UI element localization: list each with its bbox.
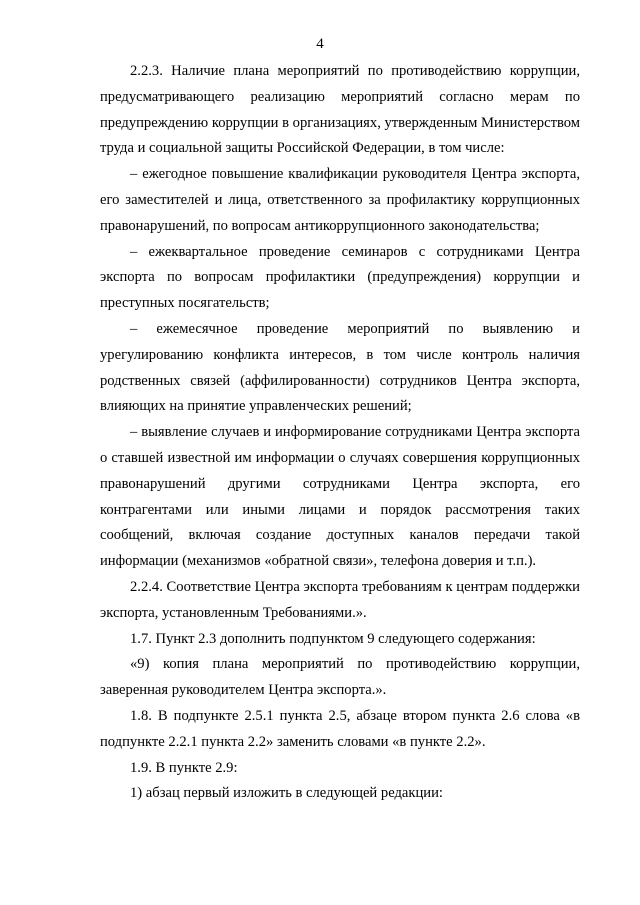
document-body — [100, 59, 580, 807]
paragraph-reporting: – выявление случаев и информирование сотрудниками Центра экспорта о ставшей известной им информации о случаях совершения коррупционных правонарушений другими сотрудниками Центра экспорта, его контрагентами или иными лицами и порядок рассмотрения таких сообщений, включая создание доступных каналов передачи такой информации (механизмов «обратной связи», телефона доверия и т.п.). — [100, 424, 580, 570]
paragraph-conflict-of-interest: – ежемесячное проведение мероприятий по выявлению и урегулированию конфликта интересов, в том числе контроль наличия родственных связей (аффилированности) сотрудников Центра экспорта, влияющих на принятие управленческих решений; — [100, 320, 580, 415]
paragraph-item-1: 1) абзац первый изложить в следующей редакции: — [130, 785, 443, 802]
paragraph-item-9: «9) копия плана мероприятий по противодействию коррупции, заверенная руководителем Центра экспорта.». — [100, 656, 580, 699]
paragraph-training: – ежегодное повышение квалификации руководителя Центра экспорта, его заместителей и лица, ответственного за профилактику коррупционных правонарушений, по вопросам антикоррупционного законодательства; — [100, 166, 580, 234]
paragraph-2-2-3: 2.2.3. Наличие плана мероприятий по противодействию коррупции, предусматривающего реализацию мероприятий согласно мерам по предупреждению коррупции в организациях, утвержденным Министерством труда и социальной защиты Российской Федерации, в том числе: — [100, 63, 580, 157]
paragraph-seminars: – ежеквартальное проведение семинаров с сотрудниками Центра экспорта по вопросам профилактики (предупреждения) коррупции и преступных посягательств; — [100, 243, 580, 312]
page-number: 4 — [316, 36, 324, 52]
paragraph-2-2-4: 2.2.4. Соответствие Центра экспорта требованиям к центрам поддержки экспорта, установленным Требованиями.». — [100, 578, 580, 621]
paragraph-1-9: 1.9. В пункте 2.9: — [130, 759, 238, 776]
paragraph-1-8: 1.8. В подпункте 2.5.1 пункта 2.5, абзаце втором пункта 2.6 слова «в подпункте 2.2.1 пункта 2.2» заменить словами «в пункте 2.2». — [100, 707, 580, 750]
paragraph-1-7: 1.7. Пункт 2.3 дополнить подпунктом 9 следующего содержания: — [130, 630, 536, 647]
